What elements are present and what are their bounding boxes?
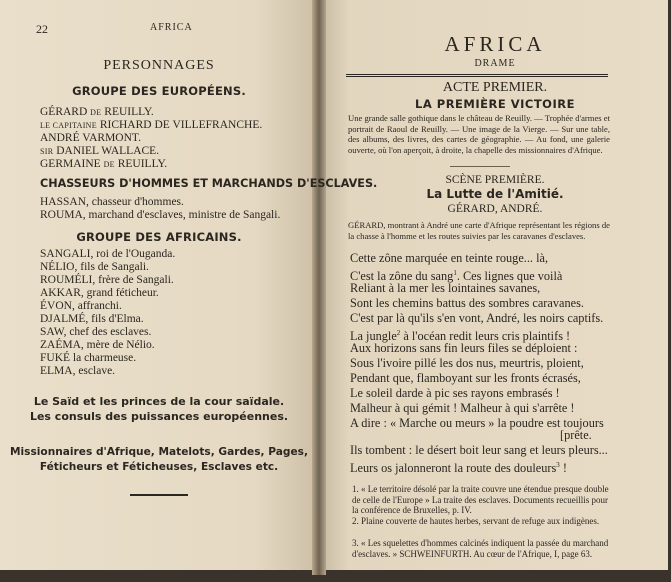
character-entry: HASSAN, chasseur d'hommes.: [40, 196, 184, 208]
stage-direction: GÉRARD, montrant à André une carte d'Afrique représentant les régions de la chasse à l'homme et les routes suivies par les caravanes d'esclaves.: [348, 220, 610, 241]
character-entry: SAW, chef des esclaves.: [40, 326, 152, 338]
verse-line: Le soleil darde à pic ses rayons embrasés !: [350, 386, 560, 400]
title-rule: [346, 76, 608, 77]
separator-rule: [450, 166, 510, 167]
verse-continuation: [prête.: [560, 428, 592, 442]
verse-line: Ils tombent : le désert boit leur sang et leurs pleurs...: [350, 443, 608, 457]
personnages-heading: PERSONNAGES: [103, 58, 215, 73]
character-entry: DJALMÉ, fils d'Elma.: [40, 313, 144, 325]
title-rule: [346, 74, 608, 75]
page-number: 22: [36, 22, 48, 36]
verse-line: La jungle$^2$ à l'océan redit leurs cris plaintifs !: [350, 329, 571, 344]
running-head: AFRICA: [150, 22, 193, 33]
character-entry: GÉRARD DE REUILLY.: [40, 106, 154, 118]
character-entry: ZAÉMA, mère de Nélio.: [40, 339, 155, 351]
footnote: 2. Plaine couverte de hautes herbes, servant de refuge aux indigènes.: [352, 516, 600, 526]
verse-line: Leurs os jalonneront la route des douleurs$^3$ !: [350, 461, 567, 476]
scene-title: La Lutte de l'Amitié.: [426, 187, 564, 201]
verse-line: Malheur à qui gémit ! Malheur à qui s'arrête !: [350, 401, 575, 415]
character-entry: FUKÉ la charmeuse.: [40, 352, 137, 364]
character-entry: SANGALI, roi de l'Ouganda.: [40, 248, 176, 260]
figurants-line: Féticheurs et Féticheuses, Esclaves etc.: [39, 461, 279, 473]
character-entry: AKKAR, grand féticheur.: [40, 287, 159, 299]
end-rule: [130, 494, 188, 496]
group-chasseurs-heading: CHASSEURS D'HOMMES ET MARCHANDS D'ESCLAVES.: [40, 177, 378, 190]
act-heading: ACTE PREMIER.: [442, 80, 548, 95]
character-entry: ANDRÉ VARMONT.: [40, 132, 141, 144]
character-entry: LE CAPITAINE RICHARD DE VILLEFRANCHE.: [40, 119, 263, 131]
verse-line: C'est la zône du sang$^1$. Ces lignes que voilà: [350, 269, 563, 284]
verse-line: Reliant à la mer les lointaines savanes,: [350, 281, 541, 295]
character-entry: ROUMÉLI, frère de Sangali.: [40, 274, 174, 286]
character-entry: GERMAINE DE REUILLY.: [40, 158, 168, 170]
verse-line: C'est par là qu'ils s'en vont, André, les noirs captifs.: [350, 311, 604, 325]
character-entry: ÉVON, affranchi.: [40, 300, 122, 312]
scene-heading: SCÈNE PREMIÈRE.: [445, 174, 545, 186]
figurants-line: Missionnaires d'Afrique, Matelots, Gardes, Pages,: [10, 446, 308, 458]
character-entry: NÉLIO, fils de Sangali.: [40, 261, 149, 273]
group-africains-heading: GROUPE DES AFRICAINS.: [76, 230, 242, 244]
scene-characters: GÉRARD, ANDRÉ.: [447, 203, 543, 215]
character-entry: SIR DANIEL WALLACE.: [40, 145, 160, 157]
footnote: 3. « Les squelettes d'hommes calcinés indiquent la passée du marchand d'esclaves. » SCHWEINFURTH. Au cœur de l'Afrique, I, page 63.: [352, 538, 609, 559]
act-title: LA PREMIÈRE VICTOIRE: [415, 97, 575, 111]
character-entry: ELMA, esclave.: [40, 365, 116, 377]
court-note-line: Le Saïd et les princes de la cour saïdale.: [33, 395, 285, 408]
play-genre: DRAME: [474, 58, 516, 69]
verse-line: Sous l'ivoire pillé les dos nus, meurtris, ploient,: [350, 356, 584, 370]
verse-line: Aux horizons sans fin leurs files se déploient :: [350, 341, 578, 355]
verse-line: Sont les chemins battus des sombres caravanes.: [350, 296, 584, 310]
group-europeens-heading: GROUPE DES EUROPÉENS.: [72, 84, 246, 98]
verse-line: A dire : « Marche ou meurs » la poudre est toujours: [350, 416, 604, 430]
footnote: 1. « Le territoire désolé par la traite couvre une étendue presque double de celle de l'Europe » La traite des esclaves. Documents recueillis pour la conférence de Bruxelles, p. IV.: [352, 484, 609, 516]
set-description: Une grande salle gothique dans le château de Reuilly. — Trophée d'armes et portrait de Raoul de Reuilly. — Une image de la Vierge. — Sur une table, des albums, des livres, des cartes de géographie. — Au fond, une galerie ouverte, où l'on aperçoit, à droite, la chapelle des missionnaires d'Afrique.: [348, 113, 610, 155]
verse-line: Cette zône marquée en teinte rouge... là,: [350, 251, 549, 265]
play-title: AFRICA: [444, 32, 546, 56]
verse-line: Pendant que, flamboyant sur les fronts écrasés,: [350, 371, 581, 385]
character-entry: ROUMA, marchand d'esclaves, ministre de Sangali.: [40, 209, 281, 221]
court-note-line: Les consuls des puissances européennes.: [29, 410, 289, 423]
